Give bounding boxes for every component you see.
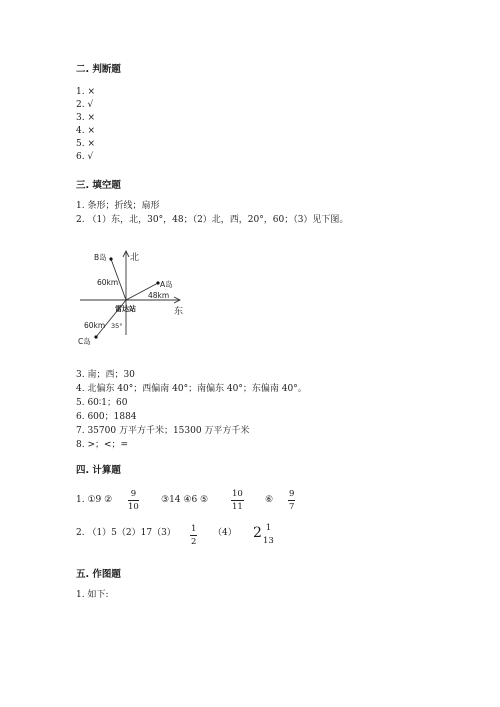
answer-line: 5. ×	[76, 139, 95, 149]
fraction-numerator: 9	[130, 489, 137, 499]
dist-b-label: 60km	[97, 278, 119, 287]
answer-line: 6. 600；1884	[76, 412, 137, 422]
fraction-numerator: 1	[265, 523, 272, 533]
fraction-denominator: 10	[128, 502, 139, 512]
fraction-denominator: 13	[263, 536, 274, 546]
answer-line: 5. 60∶1；60	[76, 398, 128, 408]
direction-diagram	[70, 240, 200, 355]
answer-line: 1. 条形；折线；扇形	[76, 201, 160, 211]
fraction-denominator: 2	[191, 537, 197, 547]
north-label: 北	[130, 253, 140, 263]
calc-line-2-part-2: （4）	[213, 528, 237, 538]
island-c-point	[94, 335, 97, 338]
answer-line: 3. 南；西；30	[76, 370, 135, 380]
fraction-bar	[288, 500, 295, 501]
answer-line: 7. 35700 万平方千米；15300 万平方千米	[76, 426, 250, 436]
fraction-9-10	[128, 489, 139, 512]
mixed-number-fraction	[263, 523, 274, 546]
answer-line: 1. 如下:	[76, 590, 109, 600]
island-a-label: A岛	[160, 280, 173, 289]
answer-line: 1. ×	[76, 87, 95, 97]
island-c-label: C岛	[78, 337, 91, 346]
angle-c-label: 35°	[111, 322, 123, 330]
mixed-number-whole: 2	[253, 525, 262, 541]
answer-line: 3. ×	[76, 113, 95, 123]
answer-line: 4. ×	[76, 126, 95, 136]
radar-station-label: 雷达站	[115, 305, 136, 313]
east-label: 东	[174, 307, 184, 317]
fraction-10-11	[231, 489, 244, 512]
fraction-9-7	[288, 489, 295, 512]
fraction-numerator: 1	[191, 524, 197, 534]
dist-a-label: 48km	[148, 291, 170, 300]
calc-line-1-part-2: ③14 ④6 ⑤	[161, 495, 209, 505]
section-4-title: 四. 计算题	[76, 465, 121, 476]
fraction-bar	[128, 500, 139, 501]
dist-c-label: 60km	[84, 321, 106, 330]
fraction-1-2	[190, 524, 197, 547]
section-2-title: 二. 判断题	[76, 64, 121, 75]
section-3-title: 三. 填空题	[76, 180, 121, 191]
fraction-bar	[190, 535, 197, 536]
answer-line: 6. √	[76, 152, 94, 162]
fraction-numerator: 9	[289, 489, 295, 499]
fraction-denominator: 11	[232, 502, 243, 512]
fraction-bar	[231, 500, 244, 501]
answer-line: 4. 北偏东 40°；西偏南 40°；南偏东 40°；东偏南 40°。	[76, 384, 307, 394]
fraction-numerator: 10	[232, 489, 243, 499]
answer-line: 2. （1）东，北，30°，48；（2）北，西，20°，60；（3）见下图。	[76, 215, 349, 225]
island-b-point	[109, 257, 112, 260]
calc-line-2-part-1: 2. （1）5（2）17（3）	[76, 528, 176, 538]
calc-line-1-part-1: 1. ①9 ②	[76, 495, 113, 505]
calc-line-1-part-3: ⑥	[265, 495, 274, 505]
answer-line: 8. >；<；=	[76, 440, 129, 450]
fraction-bar	[263, 534, 274, 535]
section-5-title: 五. 作图题	[76, 569, 121, 580]
answer-line: 2. √	[76, 100, 94, 110]
island-b-label: B岛	[94, 253, 107, 262]
fraction-denominator: 7	[289, 502, 295, 512]
